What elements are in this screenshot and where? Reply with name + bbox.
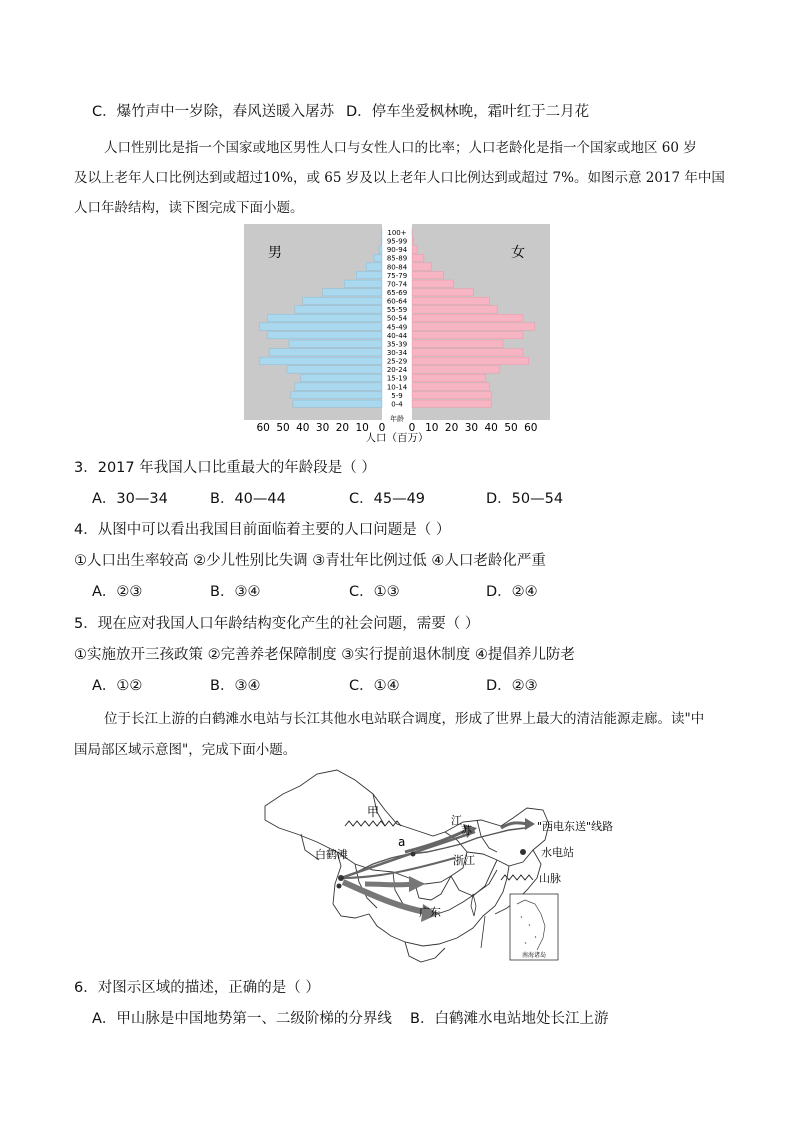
female-bar-90-94 [412, 246, 417, 253]
legend-mountain-label: 山脉 [539, 872, 561, 885]
age-label: 60-64 [386, 297, 408, 306]
q5-option-d[interactable]: D．②③ [486, 678, 538, 694]
label-a: a [398, 835, 406, 849]
age-label: 70-74 [386, 280, 408, 289]
q5-items: ①实施放开三孩政策 ②完善养老保障制度 ③实行提前退休制度 ④提倡养儿防老 [74, 647, 575, 663]
female-bar-85-89 [412, 254, 424, 261]
female-bar-0-4 [412, 400, 491, 407]
x-tick-label: 60 [256, 422, 270, 434]
age-label: 80-84 [386, 263, 408, 272]
boundary-line [481, 916, 485, 948]
female-bar-30-34 [412, 349, 523, 356]
male-bar-15-19 [301, 374, 382, 381]
male-bar-0-4 [293, 400, 382, 407]
legend-route-arrow [525, 818, 535, 830]
female-bar-65-69 [412, 289, 473, 296]
label-guangdong: 广东 [419, 906, 441, 919]
legend-male: 男 [268, 245, 282, 261]
mountain-symbol-jia [345, 821, 401, 826]
q5-stem: 5．现在应对我国人口年龄结构变化产生的社会问题，需要（ ） [74, 616, 480, 632]
intro2-line-2: 国局部区域示意图"，完成下面小题。 [74, 742, 297, 758]
legend-mountain-icon [501, 875, 533, 880]
male-bar-85-89 [374, 254, 382, 261]
female-bar-35-39 [412, 340, 503, 347]
age-label: 45-49 [386, 323, 408, 332]
x-tick-label: 20 [335, 422, 350, 434]
age-label: 75-79 [386, 271, 408, 280]
q6-option-a[interactable]: A．甲山脉是中国地势第一、二级阶梯的分界线 [92, 1011, 392, 1027]
x-tick-label: 50 [276, 422, 290, 434]
route-line-4 [365, 884, 413, 885]
male-bar-60-64 [303, 297, 382, 304]
age-label: 55-59 [386, 306, 408, 315]
taiwan-outline [471, 894, 476, 916]
x-tick-label: 10 [425, 422, 439, 434]
male-bar-20-24 [287, 366, 382, 373]
female-bar-40-44 [412, 331, 523, 338]
male-bar-75-79 [356, 271, 382, 278]
q6-stem: 6．对图示区域的描述，正确的是（ ） [74, 980, 320, 996]
male-bar-30-34 [269, 349, 382, 356]
age-label: 65-69 [386, 288, 408, 297]
male-bar-25-29 [259, 357, 382, 364]
q4-option-d[interactable]: D．②④ [486, 584, 538, 600]
age-label: 35-39 [386, 340, 408, 349]
male-bar-65-69 [323, 289, 382, 296]
station-3 [411, 852, 416, 857]
female-bar-95-99 [412, 237, 413, 244]
age-label: 15-19 [386, 374, 408, 383]
female-bar-25-29 [412, 357, 529, 364]
x-tick-label: 40 [296, 422, 310, 434]
province-outlines [265, 770, 549, 962]
y-axis-label: 年龄 [390, 415, 404, 423]
q4-option-a[interactable]: A．②③ [92, 584, 143, 600]
label-zhejiang: 浙江 [453, 854, 475, 867]
x-tick-label: 40 [484, 422, 498, 434]
female-bar-5-9 [412, 391, 491, 398]
q4-items: ①人口出生率较高 ②少儿性别比失调 ③青壮年比例过低 ④人口老龄化严重 [74, 553, 546, 569]
male-bar-50-54 [267, 314, 382, 321]
q5-option-b[interactable]: B．③④ [210, 678, 261, 694]
male-bar-90-94 [379, 246, 382, 253]
female-bar-70-74 [412, 280, 454, 287]
male-bar-80-84 [366, 263, 382, 270]
female-bar-80-84 [412, 263, 432, 270]
male-bar-10-14 [295, 383, 382, 390]
male-bar-40-44 [267, 331, 382, 338]
route-line-2 [341, 858, 455, 878]
female-bar-60-64 [412, 297, 489, 304]
male-bar-55-59 [295, 306, 382, 313]
male-bar-5-9 [291, 391, 382, 398]
age-label: 30-34 [386, 348, 408, 357]
q6-option-b[interactable]: B．白鹤滩水电站地处长江上游 [410, 1011, 609, 1027]
male-bar-45-49 [259, 323, 382, 330]
age-label: 50-54 [386, 314, 408, 323]
station-baihetan [338, 875, 344, 881]
male-bar-95-99 [381, 237, 382, 244]
x-tick-label: 60 [524, 422, 538, 434]
option-d: D．停车坐爱枫林晚，霜叶红于二月花 [346, 104, 590, 120]
intro1-line-2: 及以上老年人口比例达到或超过10%，或 65 岁及以上老年人口比例达到或超过 7%。如图示意 2017 年中国 [74, 170, 725, 186]
q4-option-b[interactable]: B．③④ [210, 584, 261, 600]
legend-station-icon [520, 849, 526, 855]
intro2-line-1: 位于长江上游的白鹤滩水电站与长江其他水电站联合调度，形成了世界上最大的清洁能源走廊。读"中 [104, 711, 705, 727]
x-tick-label: 50 [504, 422, 518, 434]
option-c: C．爆竹声中一岁除，春风送暖入屠苏 [92, 104, 335, 120]
age-label: 40-44 [386, 331, 408, 340]
legend-station-label: 水电站 [541, 846, 574, 859]
population-pyramid-chart [244, 224, 550, 446]
male-bar-70-74 [344, 280, 382, 287]
q4-option-c[interactable]: C．①③ [349, 584, 400, 600]
age-label: 0-4 [391, 400, 403, 409]
x-tick-label: 30 [315, 422, 330, 434]
x-tick-label: 20 [444, 422, 459, 434]
x-tick-label: 0 [378, 422, 386, 434]
yangtze-river [341, 828, 525, 878]
q3-option-d[interactable]: D．50—54 [486, 491, 564, 507]
x-tick-label: 0 [408, 422, 416, 434]
label-jiangsu-2: 苏 [461, 824, 472, 837]
q4-stem: 4．从图中可以看出我国目前面临着主要的人口问题是（ ） [74, 522, 451, 538]
legend-female: 女 [511, 245, 525, 261]
legend-route-label: "西电东送"线路 [537, 820, 614, 833]
label-jiangsu-1: 江 [451, 814, 462, 827]
age-label: 100+ [387, 228, 407, 237]
male-bar-35-39 [289, 340, 382, 347]
age-label: 5-9 [391, 391, 403, 400]
female-bar-50-54 [412, 314, 523, 321]
age-labels [387, 229, 408, 408]
female-bar-55-59 [412, 306, 497, 313]
q3-stem: 3．2017 年我国人口比重最大的年龄段是（ ） [74, 460, 376, 476]
label-baihetan: 白鹤滩 [315, 848, 348, 861]
age-label: 20-24 [386, 366, 408, 375]
age-label: 10-14 [386, 383, 408, 392]
q5-option-c[interactable]: C．①④ [349, 678, 400, 694]
female-bar-20-24 [412, 366, 499, 373]
age-label: 25-29 [386, 357, 408, 366]
label-jia: 甲 [367, 805, 380, 819]
china-region-map [245, 766, 614, 966]
q5-option-a[interactable]: A．①② [92, 678, 143, 694]
intro1-line-3: 人口年龄结构，读下图完成下面小题。 [74, 200, 304, 216]
q3-option-b[interactable]: B．40—44 [210, 491, 286, 507]
female-bar-10-14 [412, 383, 489, 390]
x-axis-label: 人口（百万） [365, 432, 429, 444]
female-bar-75-79 [412, 271, 444, 278]
female-bar-45-49 [412, 323, 535, 330]
age-label: 95-99 [386, 237, 408, 246]
intro1-line-1: 人口性别比是指一个国家或地区男性人口与女性人口的比率；人口老龄化是指一个国家或地区 60 岁 [104, 140, 697, 156]
q3-option-a[interactable]: A．30—34 [92, 491, 168, 507]
x-tick-label: 10 [355, 422, 369, 434]
age-label: 90-94 [386, 246, 408, 255]
x-tick-label: 30 [464, 422, 479, 434]
age-label: 85-89 [386, 254, 408, 263]
station-2 [337, 884, 342, 889]
q3-option-c[interactable]: C．45—49 [349, 491, 426, 507]
label-south-sea: 南海诸岛 [521, 952, 547, 959]
female-bar-15-19 [412, 374, 485, 381]
